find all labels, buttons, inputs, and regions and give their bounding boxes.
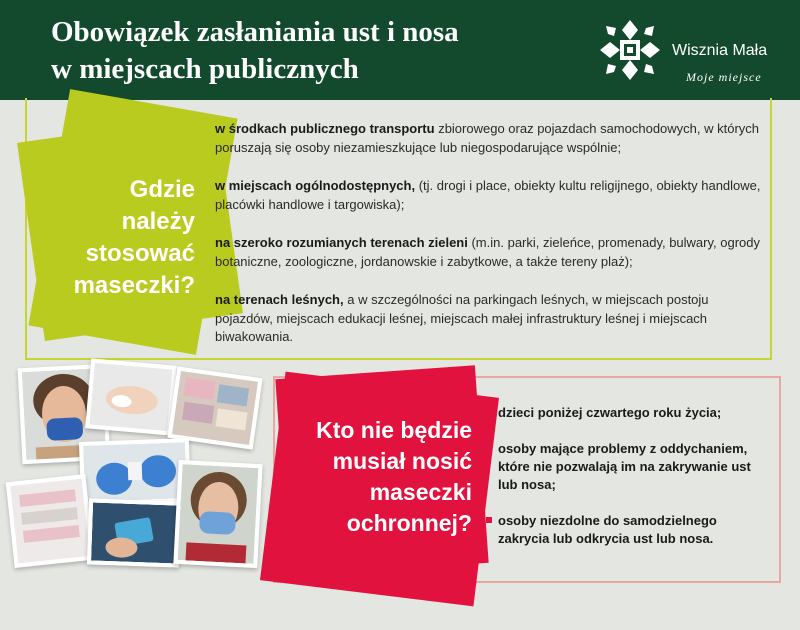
item-text: dzieci poniżej czwartego roku życia; xyxy=(498,405,722,420)
list-item xyxy=(201,291,766,347)
logo-name: Wisznia Mała xyxy=(672,42,768,59)
title-line-2: w miejscach publicznych xyxy=(51,53,359,85)
logo-emblem-icon xyxy=(598,18,662,82)
logo-tagline: Moje miejsce xyxy=(686,70,762,84)
item-bold-text: na terenach leśnych, xyxy=(215,292,344,307)
square-bullet-icon xyxy=(201,297,207,303)
item-text: zbiorowego oraz pojazdach samochodowych, w których poruszają się osoby niezamieszkujące lub niegospodarujące wspólnie; xyxy=(215,121,760,155)
photo-hands-sanitizer xyxy=(85,358,177,435)
item-text: osoby niezdolne do samodzielnego zakrycia lub odkrycia ust lub nosa. xyxy=(498,513,717,546)
list-item xyxy=(486,512,756,548)
square-bullet-icon xyxy=(201,126,207,132)
where-list xyxy=(201,120,766,347)
square-bullet-icon xyxy=(486,409,492,415)
item-bold-text: w środkach publicznego transportu xyxy=(215,121,435,136)
photo-card-payment xyxy=(87,498,181,567)
where-question-line: należy xyxy=(121,208,195,235)
square-bullet-icon xyxy=(201,240,207,246)
list-item xyxy=(201,120,766,157)
item-bold-text: na szeroko rozumianych terenach zieleni xyxy=(215,235,468,250)
list-item xyxy=(486,404,756,422)
item-text: a w szczególności na parkingach leśnych, w miejscach postoju pojazdów, miejscach edukacji leśnej, miejscach małej infrastruktury leśnej i miejscach biwakowania. xyxy=(215,292,709,344)
photo-girl-mask xyxy=(173,460,262,568)
square-bullet-icon xyxy=(486,517,492,523)
list-item xyxy=(201,234,766,271)
square-bullet-icon xyxy=(201,183,207,189)
item-text: (m.in. parki, zieleńce, promenady, bulwary, ogrody botaniczne, zoologiczne, jordanowskie i zabytkowe, a także tereny plaż); xyxy=(215,235,761,269)
where-question xyxy=(55,174,195,302)
exempt-question-line: ochronnej? xyxy=(346,510,472,536)
exempt-question-line: maseczki xyxy=(369,479,472,505)
list-item xyxy=(201,177,766,214)
square-bullet-icon xyxy=(486,445,492,451)
photo-gloves xyxy=(79,438,191,506)
where-question-line: stosować xyxy=(85,240,195,267)
photo-mask-packages xyxy=(6,474,95,568)
item-text: (tj. drogi i place, obiekty kultu religijnego, obiekty handlowe, placówki handlowe i targowiska); xyxy=(215,178,761,212)
exempt-question-line: Kto nie będzie xyxy=(316,417,472,443)
title-line-1: Obowiązek zasłaniania ust i nosa xyxy=(51,16,459,48)
item-text: osoby mające problemy z oddychaniem, które nie pozwalają im na zakrywanie ust lub nosa; xyxy=(498,441,751,492)
page-title xyxy=(51,14,571,88)
exempt-list xyxy=(486,404,756,548)
where-question-line: Gdzie xyxy=(129,176,195,203)
where-question-line: maseczki? xyxy=(73,272,195,299)
list-item xyxy=(486,440,756,494)
photo-fabric-masks xyxy=(167,366,262,449)
exempt-question xyxy=(282,415,472,539)
item-bold-text: w miejscach ogólnodostępnych, xyxy=(215,178,416,193)
exempt-question-line: musiał nosić xyxy=(332,448,472,474)
